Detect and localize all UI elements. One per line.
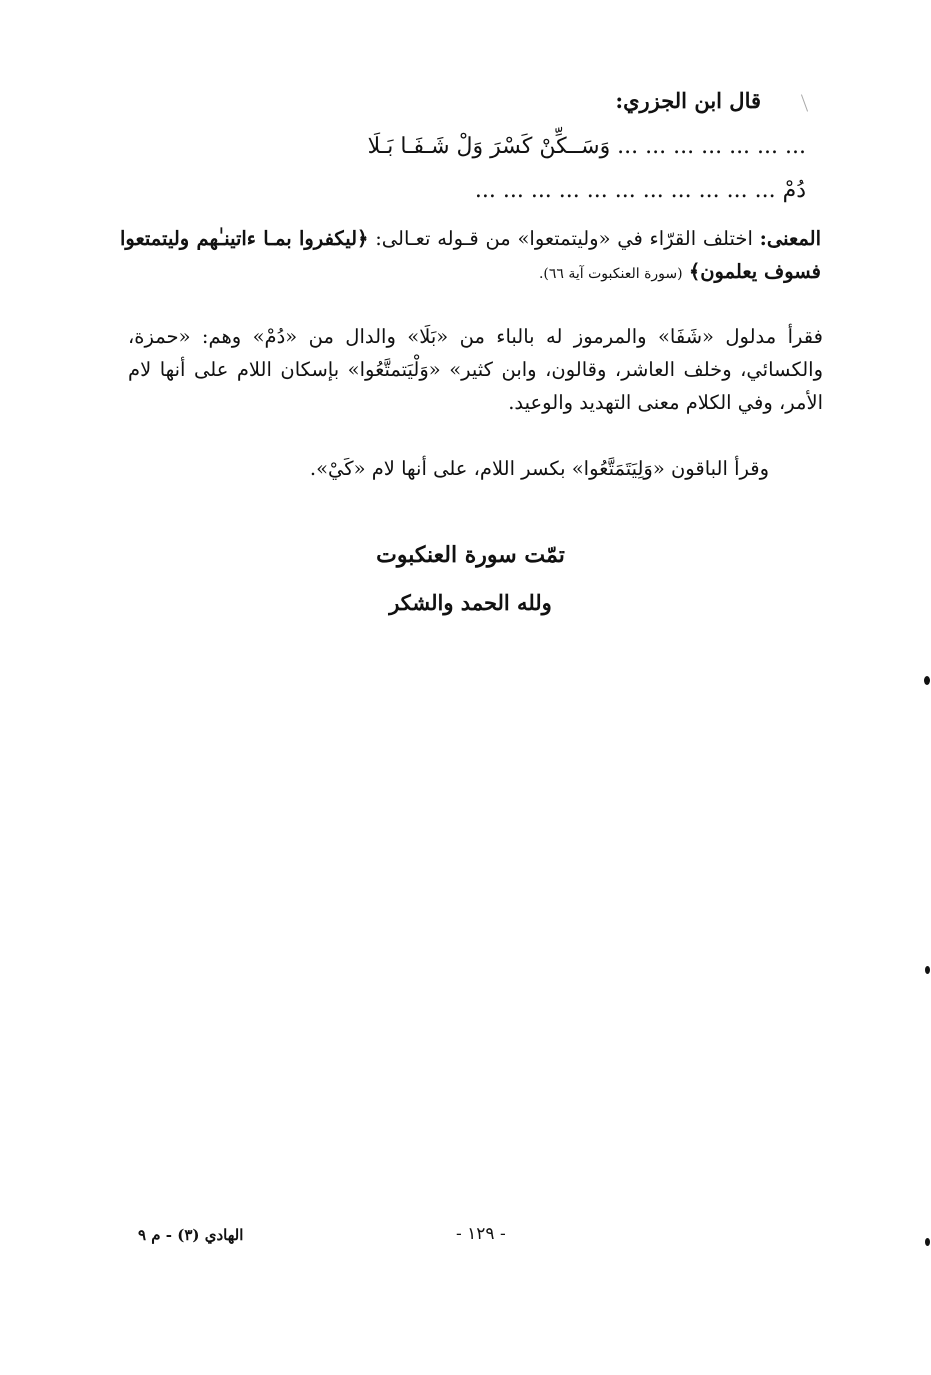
readers-paragraph: فقرأ مدلول «شَفَا» والمرموز له بالباء من «بَلَا» والدال من «دُمْ» وهم: «حمزة، والكسائي، وخلف العاشر، وقالون، وابن كثير» «وَلْيَتمتَّعُوا» بإسكان اللام على أنها لام الأمر، وفي الكلام معنى التهديد والوعيد.: [128, 325, 823, 414]
edge-mark: [924, 676, 930, 685]
remaining-readers-paragraph: وقرأ الباقون «وَلِيَتَمَتَّعُوا» بكسر اللام، على أنها لام «كَيْ».: [309, 457, 769, 480]
verse-line-2: دُمْ ... ... ... ... ... ... ... ... ... ... ...: [474, 178, 806, 203]
footer-signature: الهادي (٣) - م ٩: [138, 1226, 244, 1244]
closing-line-2: ولله الحمد والشكر: [389, 590, 552, 615]
quote-intro-heading: قال ابن الجزري:: [615, 88, 761, 113]
margin-stroke: [801, 94, 808, 111]
meaning-text: اختلف القرّاء في «وليتمتعوا» من قـوله تعـالى:: [375, 227, 753, 250]
verse-line-1: ... ... ... ... ... ... ... وَسَــكِّنْ كَسْرَ وَلْ شَـفَـا بَـلَا: [367, 134, 806, 159]
page-number: - ١٢٩ -: [456, 1224, 506, 1244]
closing-line-1: تمّت سورة العنكبوت: [376, 542, 565, 568]
edge-mark: [925, 966, 930, 974]
edge-mark: [925, 1238, 930, 1246]
meaning-label: المعنى:: [759, 227, 822, 250]
quran-quote: ﴿ليكفروا بمـا ءاتينـٰهم وليتمتعوا فسوف يعلمون﴾: [120, 227, 821, 283]
surah-reference: (سورة العنكبوت آية ٦٦).: [538, 266, 683, 282]
meaning-paragraph: [120, 222, 821, 291]
